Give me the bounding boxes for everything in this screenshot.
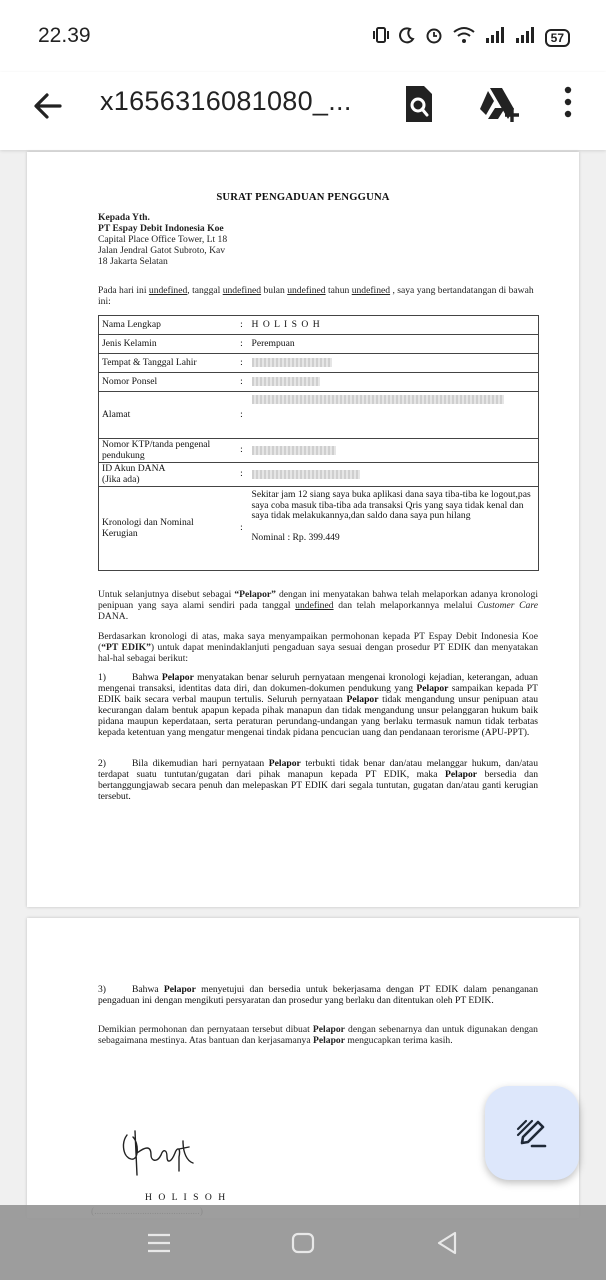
form-row: Nama Lengkap : H O L I S O H	[99, 316, 539, 335]
greeting: Kepada Yth.	[98, 212, 150, 223]
recipient-address	[98, 212, 398, 267]
address-line: Jalan Jendral Gatot Subroto, Kav	[98, 245, 226, 256]
redacted-value	[249, 439, 539, 463]
list-item: 3) Bahwa Pelapor menyetujui dan bersedia untuk bekerjasama dengan PT EDIK dalam penanganan pengaduan ini dengan mengikuti persyaratan dan prosedur yang berlaku dan ditentukan oleh PT EDIK.	[98, 984, 538, 1006]
edit-pen-icon	[514, 1115, 550, 1156]
closing-paragraph: Demikian permohonan dan pernyataan tersebut dibuat Pelapor dengan sebenarnya dan untuk digunakan dengan sebagaimana mestinya. Atas bantuan dan kerjasamanya Pelapor mengucapkan terima kasih.	[98, 1024, 538, 1046]
signal-icon	[515, 26, 535, 49]
drive-add-icon[interactable]	[476, 82, 522, 126]
form-label: Tempat & Tanggal Lahir	[99, 354, 235, 373]
status-icons	[373, 26, 570, 49]
form-label: ID Akun DANA (Jika ada)	[99, 463, 235, 487]
signatory-name: H O L I S O H	[145, 1192, 228, 1203]
wifi-icon	[453, 26, 475, 49]
form-value: H O L I S O H	[249, 316, 539, 335]
vibrate-icon	[373, 26, 389, 49]
statement-paragraph: Untuk selanjutnya disebut sebagai “Pelapor” dengan ini menyatakan bahwa telah melaporkan adanya kronologi penipuan yang saya alami sendiri pada tanggal undefined dan telah melaporkannya melalui Customer Care DANA.	[98, 589, 538, 622]
redacted-value	[249, 392, 539, 439]
complainant-form	[98, 315, 539, 571]
redacted-value	[249, 463, 539, 487]
moon-icon	[399, 26, 415, 49]
list-item: 1) Bahwa Pelapor menyatakan benar seluruh pernyataan mengenai kronologi kejadian, keterangan, aduan mengenai transaksi, identitas data diri, dan dokumen-dokumen pendukung yang Pelapor sampaikan kepada PT EDIK baik secara verbal maupun tertulis. Seluruh pernyataan Pelapor tidak mengandung unsur penipuan atau kecurangan dalam bentuk apapun kepada pihak manapun dan tidak mengandung unsur pelanggaran hukum baik pidana maupun keperdataan, serta peraturan perundang-undangan yang berlaku termasuk namun tidak terbatas kepada ketentuan yang mengatur mengenai tindak pidana pencucian uang dan pendanaan terorisme (APU-PPT).	[98, 672, 538, 738]
form-label: Alamat	[99, 392, 235, 439]
search-document-icon[interactable]	[398, 82, 438, 126]
form-value: Perempuan	[249, 335, 539, 354]
form-label: Nomor KTP/tanda pengenal pendukung	[99, 439, 235, 463]
recent-apps-icon[interactable]	[146, 1231, 172, 1255]
form-value: Sekitar jam 12 siang saya buka aplikasi dana saya tiba-tiba ke logout,pas saya coba masuk tiba-tiba ada transaksi Qris yang saya tidak kenal dan saya tidak melakukannya,dan saldo dana saya pun hilang Nominal : Rp. 399.449	[249, 487, 539, 571]
intro-paragraph: Pada hari ini undefined, tanggal undefined bulan undefined tahun undefined , saya yang bertandatangan di bawah ini:	[98, 285, 534, 307]
file-title: x1656316081080_...	[100, 86, 352, 116]
system-nav-bar	[0, 1205, 606, 1280]
alarm-icon	[425, 26, 443, 49]
signal-icon	[485, 26, 505, 49]
form-row: Nomor Ponsel :	[99, 373, 539, 392]
edit-fab-button[interactable]	[485, 1086, 579, 1180]
document-page-1	[27, 152, 579, 907]
form-row: Jenis Kelamin : Perempuan	[99, 335, 539, 354]
request-paragraph: Berdasarkan kronologi di atas, maka saya menyampaikan permohonan kepada PT Espay Debit Indonesia Koe (“PT EDIK”) untuk dapat menindaklanjuti pengaduan saya sesuai dengan prosedur PT EDIK dan menyatakan hal-hal sebagai berikut:	[98, 631, 539, 664]
back-arrow-icon[interactable]	[28, 86, 68, 126]
form-label: Kronologi dan Nominal Kerugian	[99, 487, 235, 571]
redacted-value	[249, 373, 539, 392]
form-row: Alamat :	[99, 392, 539, 439]
battery-icon: 57	[545, 29, 570, 47]
form-row: Kronologi dan Nominal Kerugian : Sekitar jam 12 siang saya buka aplikasi dana saya tiba-tiba ke logout,pas saya coba masuk tiba-tiba ada transaksi Qris yang saya tidak kenal dan saya tidak melakukannya,dan saldo dana saya pun hilang Nominal : Rp. 399.449	[99, 487, 539, 571]
form-label: Jenis Kelamin	[99, 335, 235, 354]
more-vertical-icon[interactable]	[556, 82, 580, 126]
company-name: PT Espay Debit Indonesia Koe	[98, 223, 224, 234]
status-time: 22.39	[38, 24, 91, 47]
redacted-value	[249, 354, 539, 373]
form-row: Tempat & Tanggal Lahir :	[99, 354, 539, 373]
address-line: Capital Place Office Tower, Lt 18	[98, 234, 228, 245]
home-icon[interactable]	[291, 1232, 315, 1254]
form-label: Nama Lengkap	[99, 316, 235, 335]
signature-image	[117, 1123, 197, 1183]
back-icon[interactable]	[435, 1230, 459, 1256]
document-title: SURAT PENGADUAN PENGGUNA	[216, 192, 390, 203]
form-row: Nomor KTP/tanda pengenal pendukung :	[99, 439, 539, 463]
list-item: 2) Bila dikemudian hari pernyataan Pelapor terbukti tidak benar dan/atau melanggar hukum, dan/atau terdapat suatu tuntutan/gugatan dari pihak manapun kepada PT EDIK, maka Pelapor bersedia dan bertanggungjawab secara penuh dan melepaskan PT EDIK dari segala tuntutan, gugatan dan/atau ganti kerugian tersebut.	[98, 758, 538, 802]
form-row: ID Akun DANA (Jika ada) :	[99, 463, 539, 487]
status-bar	[0, 0, 606, 72]
form-label: Nomor Ponsel	[99, 373, 235, 392]
address-line: 18 Jakarta Selatan	[98, 256, 168, 267]
app-bar	[0, 72, 606, 150]
